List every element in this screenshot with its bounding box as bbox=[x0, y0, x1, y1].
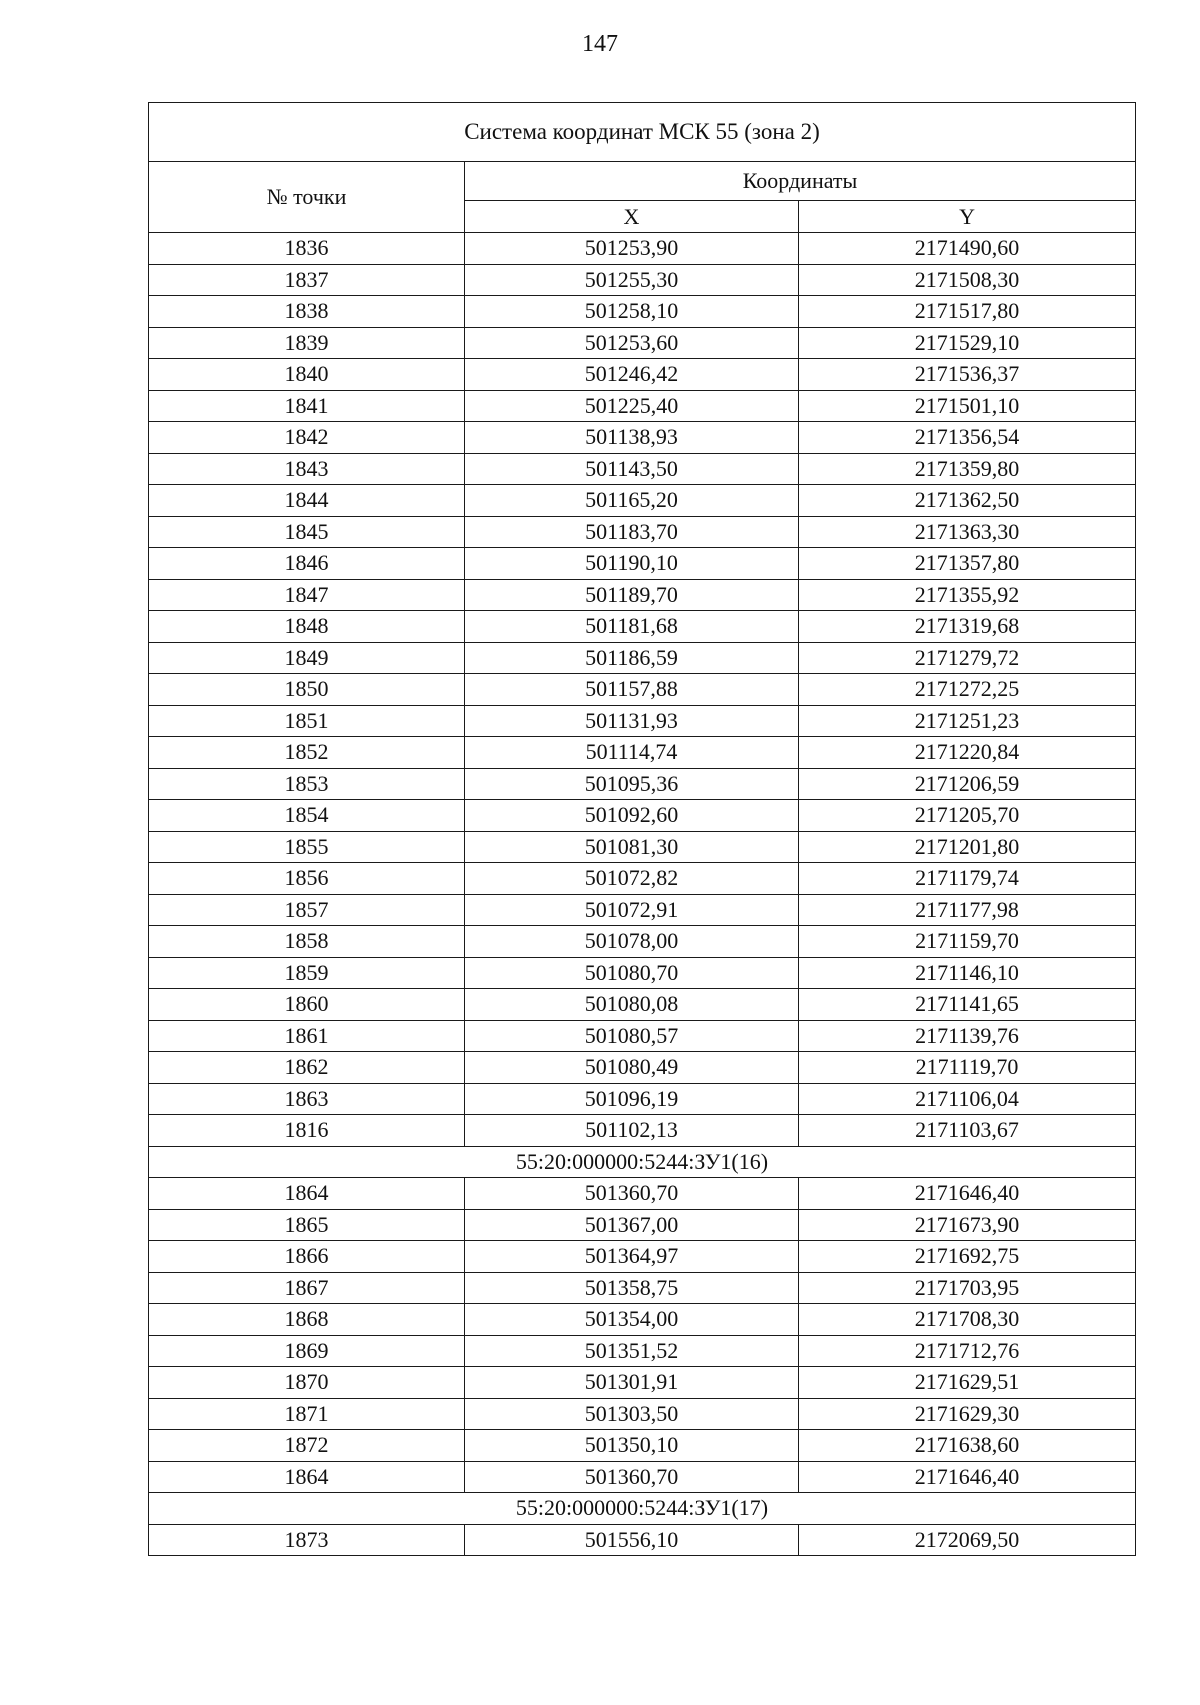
y-coordinate-cell: 2171692,75 bbox=[799, 1241, 1136, 1273]
x-coordinate-cell: 501181,68 bbox=[465, 611, 799, 643]
x-coordinate-cell: 501367,00 bbox=[465, 1209, 799, 1241]
y-coordinate-cell: 2171359,80 bbox=[799, 453, 1136, 485]
x-coordinate-cell: 501072,91 bbox=[465, 894, 799, 926]
point-number-cell: 1839 bbox=[149, 327, 465, 359]
table-row bbox=[149, 359, 1136, 391]
point-number-cell: 1873 bbox=[149, 1524, 465, 1556]
table-row bbox=[149, 390, 1136, 422]
y-coordinate-cell: 2171146,10 bbox=[799, 957, 1136, 989]
point-number-cell: 1842 bbox=[149, 422, 465, 454]
table-row bbox=[149, 1461, 1136, 1493]
table-row bbox=[149, 894, 1136, 926]
y-coordinate-cell: 2171103,67 bbox=[799, 1115, 1136, 1147]
coordinates-table-body bbox=[149, 103, 1136, 1556]
x-coordinate-cell: 501143,50 bbox=[465, 453, 799, 485]
x-coordinate-cell: 501189,70 bbox=[465, 579, 799, 611]
x-coordinate-cell: 501253,90 bbox=[465, 233, 799, 265]
y-coordinate-cell: 2171703,95 bbox=[799, 1272, 1136, 1304]
y-coordinate-cell: 2171319,68 bbox=[799, 611, 1136, 643]
table-row bbox=[149, 1367, 1136, 1399]
point-number-cell: 1864 bbox=[149, 1461, 465, 1493]
x-coordinate-cell: 501556,10 bbox=[465, 1524, 799, 1556]
x-coordinate-cell: 501080,70 bbox=[465, 957, 799, 989]
y-coordinate-cell: 2171629,30 bbox=[799, 1398, 1136, 1430]
table-row bbox=[149, 1083, 1136, 1115]
x-coordinate-cell: 501354,00 bbox=[465, 1304, 799, 1336]
point-number-cell: 1863 bbox=[149, 1083, 465, 1115]
table-row bbox=[149, 1524, 1136, 1556]
table-title: Система координат МСК 55 (зона 2) bbox=[149, 103, 1136, 162]
table-row bbox=[149, 422, 1136, 454]
y-coordinate-cell: 2171646,40 bbox=[799, 1178, 1136, 1210]
x-coordinate-cell: 501131,93 bbox=[465, 705, 799, 737]
x-coordinate-cell: 501183,70 bbox=[465, 516, 799, 548]
table-row bbox=[149, 296, 1136, 328]
y-coordinate-cell: 2171355,92 bbox=[799, 579, 1136, 611]
table-row bbox=[149, 1430, 1136, 1462]
header-coordinates: Координаты bbox=[465, 162, 1136, 201]
table-row bbox=[149, 233, 1136, 265]
table-row bbox=[149, 674, 1136, 706]
header-row bbox=[149, 162, 1136, 201]
point-number-cell: 1840 bbox=[149, 359, 465, 391]
y-coordinate-cell: 2171708,30 bbox=[799, 1304, 1136, 1336]
table-row bbox=[149, 1020, 1136, 1052]
y-coordinate-cell: 2171629,51 bbox=[799, 1367, 1136, 1399]
y-coordinate-cell: 2171272,25 bbox=[799, 674, 1136, 706]
table-row bbox=[149, 737, 1136, 769]
table-row bbox=[149, 1398, 1136, 1430]
y-coordinate-cell: 2171508,30 bbox=[799, 264, 1136, 296]
table-row bbox=[149, 926, 1136, 958]
x-coordinate-cell: 501092,60 bbox=[465, 800, 799, 832]
x-coordinate-cell: 501102,13 bbox=[465, 1115, 799, 1147]
y-coordinate-cell: 2171712,76 bbox=[799, 1335, 1136, 1367]
x-coordinate-cell: 501081,30 bbox=[465, 831, 799, 863]
y-coordinate-cell: 2171206,59 bbox=[799, 768, 1136, 800]
point-number-cell: 1860 bbox=[149, 989, 465, 1021]
point-number-cell: 1870 bbox=[149, 1367, 465, 1399]
table-row bbox=[149, 831, 1136, 863]
point-number-cell: 1859 bbox=[149, 957, 465, 989]
y-coordinate-cell: 2171106,04 bbox=[799, 1083, 1136, 1115]
table-row bbox=[149, 1209, 1136, 1241]
table-row bbox=[149, 1178, 1136, 1210]
point-number-cell: 1872 bbox=[149, 1430, 465, 1462]
table-row bbox=[149, 485, 1136, 517]
x-coordinate-cell: 501360,70 bbox=[465, 1178, 799, 1210]
x-coordinate-cell: 501303,50 bbox=[465, 1398, 799, 1430]
point-number-cell: 1862 bbox=[149, 1052, 465, 1084]
point-number-cell: 1866 bbox=[149, 1241, 465, 1273]
x-coordinate-cell: 501190,10 bbox=[465, 548, 799, 580]
y-coordinate-cell: 2171220,84 bbox=[799, 737, 1136, 769]
x-coordinate-cell: 501138,93 bbox=[465, 422, 799, 454]
point-number-cell: 1847 bbox=[149, 579, 465, 611]
y-coordinate-cell: 2171362,50 bbox=[799, 485, 1136, 517]
point-number-cell: 1869 bbox=[149, 1335, 465, 1367]
table-row bbox=[149, 611, 1136, 643]
point-number-cell: 1844 bbox=[149, 485, 465, 517]
table-row bbox=[149, 957, 1136, 989]
x-coordinate-cell: 501080,08 bbox=[465, 989, 799, 1021]
table-row bbox=[149, 642, 1136, 674]
y-coordinate-cell: 2171363,30 bbox=[799, 516, 1136, 548]
table-row bbox=[149, 327, 1136, 359]
table-row bbox=[149, 800, 1136, 832]
point-number-cell: 1837 bbox=[149, 264, 465, 296]
y-coordinate-cell: 2171177,98 bbox=[799, 894, 1136, 926]
x-coordinate-cell: 501246,42 bbox=[465, 359, 799, 391]
table-row bbox=[149, 768, 1136, 800]
y-coordinate-cell: 2171517,80 bbox=[799, 296, 1136, 328]
x-coordinate-cell: 501165,20 bbox=[465, 485, 799, 517]
x-coordinate-cell: 501095,36 bbox=[465, 768, 799, 800]
point-number-cell: 1851 bbox=[149, 705, 465, 737]
header-point-number: № точки bbox=[149, 162, 465, 233]
x-coordinate-cell: 501114,74 bbox=[465, 737, 799, 769]
y-coordinate-cell: 2171279,72 bbox=[799, 642, 1136, 674]
table-row bbox=[149, 579, 1136, 611]
table-row bbox=[149, 1115, 1136, 1147]
point-number-cell: 1838 bbox=[149, 296, 465, 328]
section-header-row bbox=[149, 1493, 1136, 1525]
table-row bbox=[149, 548, 1136, 580]
section-header-row bbox=[149, 1146, 1136, 1178]
table-row bbox=[149, 705, 1136, 737]
y-coordinate-cell: 2171490,60 bbox=[799, 233, 1136, 265]
y-coordinate-cell: 2171529,10 bbox=[799, 327, 1136, 359]
y-coordinate-cell: 2171141,65 bbox=[799, 989, 1136, 1021]
point-number-cell: 1848 bbox=[149, 611, 465, 643]
point-number-cell: 1852 bbox=[149, 737, 465, 769]
point-number-cell: 1867 bbox=[149, 1272, 465, 1304]
point-number-cell: 1845 bbox=[149, 516, 465, 548]
x-coordinate-cell: 501351,52 bbox=[465, 1335, 799, 1367]
x-coordinate-cell: 501080,57 bbox=[465, 1020, 799, 1052]
x-coordinate-cell: 501186,59 bbox=[465, 642, 799, 674]
y-coordinate-cell: 2171638,60 bbox=[799, 1430, 1136, 1462]
y-coordinate-cell: 2171201,80 bbox=[799, 831, 1136, 863]
x-coordinate-cell: 501078,00 bbox=[465, 926, 799, 958]
header-x: X bbox=[465, 201, 799, 233]
point-number-cell: 1836 bbox=[149, 233, 465, 265]
section-label: 55:20:000000:5244:ЗУ1(16) bbox=[149, 1146, 1136, 1178]
y-coordinate-cell: 2172069,50 bbox=[799, 1524, 1136, 1556]
y-coordinate-cell: 2171205,70 bbox=[799, 800, 1136, 832]
x-coordinate-cell: 501255,30 bbox=[465, 264, 799, 296]
y-coordinate-cell: 2171119,70 bbox=[799, 1052, 1136, 1084]
x-coordinate-cell: 501253,60 bbox=[465, 327, 799, 359]
point-number-cell: 1841 bbox=[149, 390, 465, 422]
table-row bbox=[149, 1272, 1136, 1304]
table-row bbox=[149, 264, 1136, 296]
table-row bbox=[149, 1304, 1136, 1336]
table-row bbox=[149, 1241, 1136, 1273]
y-coordinate-cell: 2171357,80 bbox=[799, 548, 1136, 580]
point-number-cell: 1861 bbox=[149, 1020, 465, 1052]
x-coordinate-cell: 501364,97 bbox=[465, 1241, 799, 1273]
y-coordinate-cell: 2171673,90 bbox=[799, 1209, 1136, 1241]
x-coordinate-cell: 501072,82 bbox=[465, 863, 799, 895]
point-number-cell: 1843 bbox=[149, 453, 465, 485]
x-coordinate-cell: 501360,70 bbox=[465, 1461, 799, 1493]
header-y: Y bbox=[799, 201, 1136, 233]
y-coordinate-cell: 2171139,76 bbox=[799, 1020, 1136, 1052]
y-coordinate-cell: 2171646,40 bbox=[799, 1461, 1136, 1493]
y-coordinate-cell: 2171501,10 bbox=[799, 390, 1136, 422]
x-coordinate-cell: 501258,10 bbox=[465, 296, 799, 328]
point-number-cell: 1865 bbox=[149, 1209, 465, 1241]
x-coordinate-cell: 501225,40 bbox=[465, 390, 799, 422]
point-number-cell: 1871 bbox=[149, 1398, 465, 1430]
x-coordinate-cell: 501358,75 bbox=[465, 1272, 799, 1304]
table-row bbox=[149, 1335, 1136, 1367]
point-number-cell: 1850 bbox=[149, 674, 465, 706]
point-number-cell: 1856 bbox=[149, 863, 465, 895]
y-coordinate-cell: 2171356,54 bbox=[799, 422, 1136, 454]
y-coordinate-cell: 2171179,74 bbox=[799, 863, 1136, 895]
point-number-cell: 1846 bbox=[149, 548, 465, 580]
y-coordinate-cell: 2171251,23 bbox=[799, 705, 1136, 737]
point-number-cell: 1857 bbox=[149, 894, 465, 926]
x-coordinate-cell: 501301,91 bbox=[465, 1367, 799, 1399]
y-coordinate-cell: 2171159,70 bbox=[799, 926, 1136, 958]
x-coordinate-cell: 501157,88 bbox=[465, 674, 799, 706]
y-coordinate-cell: 2171536,37 bbox=[799, 359, 1136, 391]
point-number-cell: 1854 bbox=[149, 800, 465, 832]
table-title-row bbox=[149, 103, 1136, 162]
x-coordinate-cell: 501080,49 bbox=[465, 1052, 799, 1084]
point-number-cell: 1858 bbox=[149, 926, 465, 958]
point-number-cell: 1816 bbox=[149, 1115, 465, 1147]
table-row bbox=[149, 989, 1136, 1021]
point-number-cell: 1868 bbox=[149, 1304, 465, 1336]
point-number-cell: 1849 bbox=[149, 642, 465, 674]
section-label: 55:20:000000:5244:ЗУ1(17) bbox=[149, 1493, 1136, 1525]
page-number: 147 bbox=[582, 31, 618, 57]
table-row bbox=[149, 1052, 1136, 1084]
point-number-cell: 1853 bbox=[149, 768, 465, 800]
x-coordinate-cell: 501096,19 bbox=[465, 1083, 799, 1115]
point-number-cell: 1864 bbox=[149, 1178, 465, 1210]
coordinates-table bbox=[148, 102, 1136, 1556]
x-coordinate-cell: 501350,10 bbox=[465, 1430, 799, 1462]
table-row bbox=[149, 453, 1136, 485]
table-row bbox=[149, 863, 1136, 895]
point-number-cell: 1855 bbox=[149, 831, 465, 863]
table-row bbox=[149, 516, 1136, 548]
